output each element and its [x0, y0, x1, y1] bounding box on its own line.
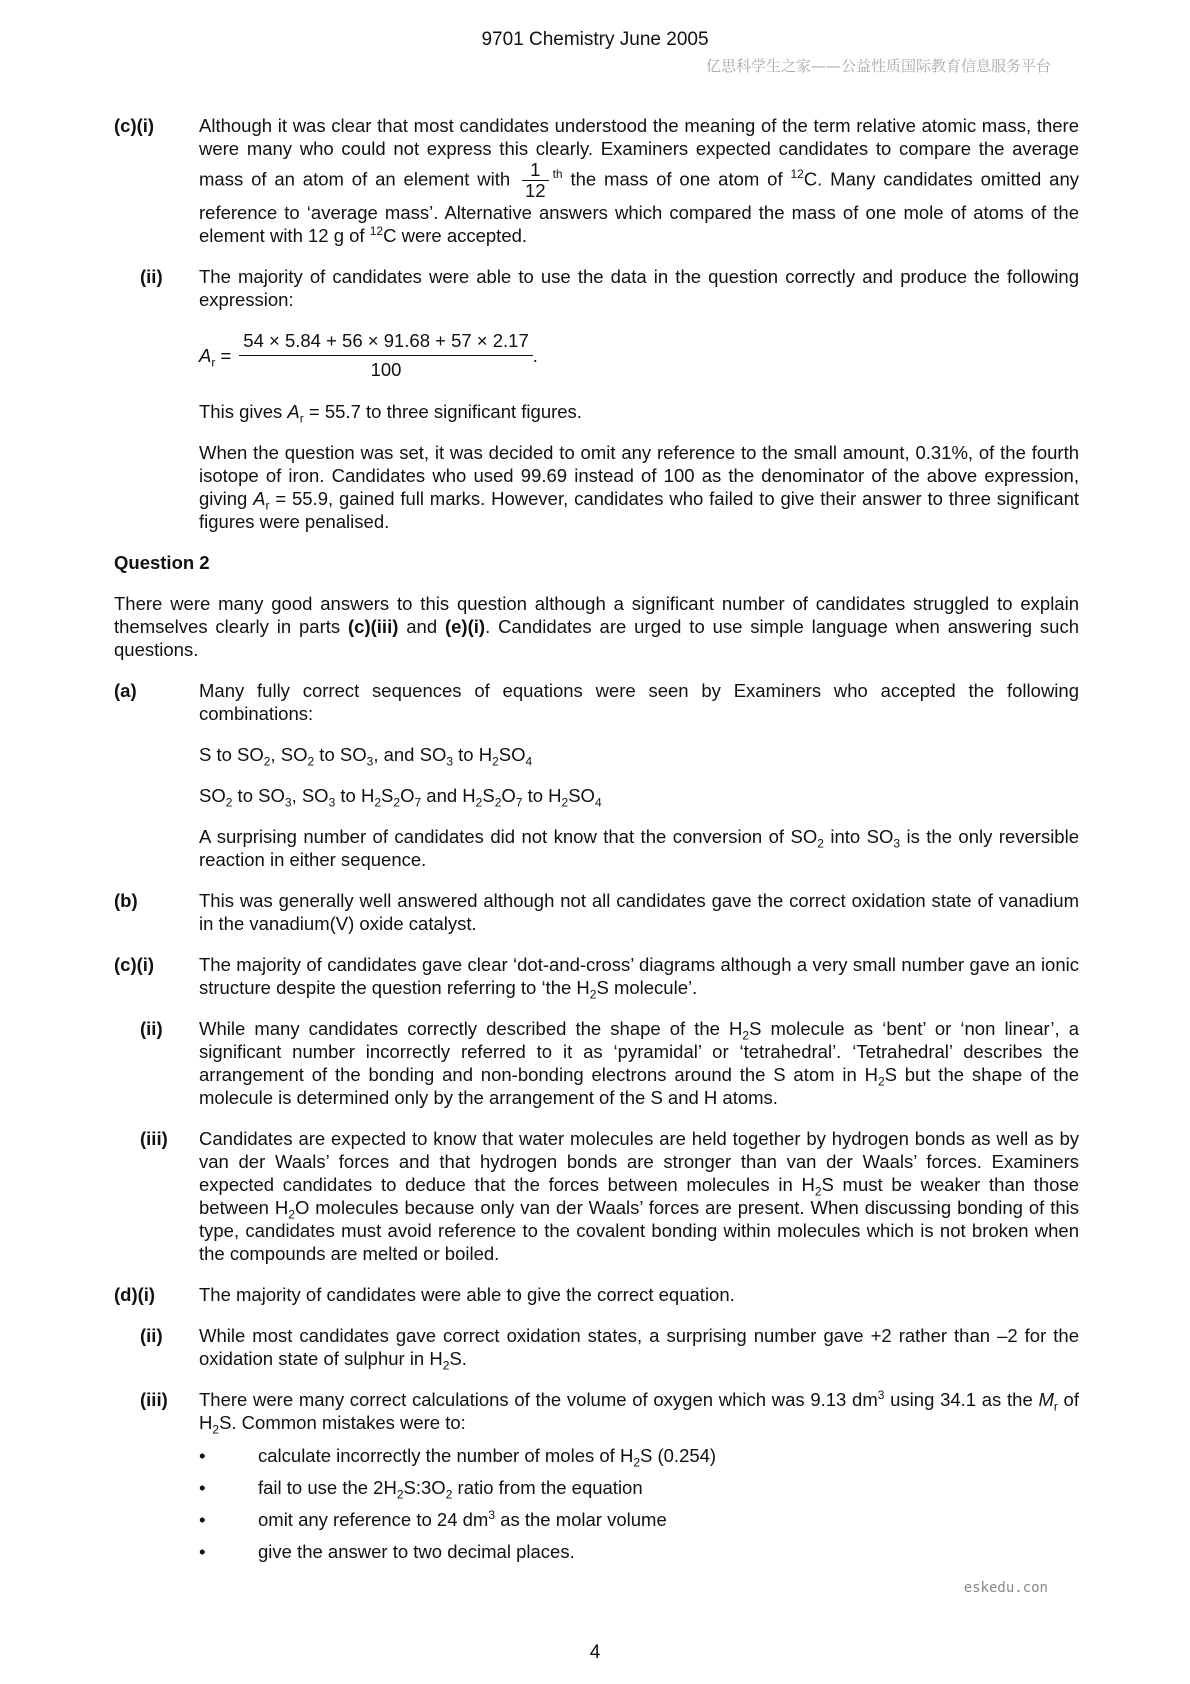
- watermark-text: 亿思科学生之家——公益性质国际教育信息服务平台: [705, 57, 1051, 75]
- page-header: 9701 Chemistry June 2005: [481, 29, 709, 50]
- sequence-2: $SO_2$ to $SO_3$, $SO_3$ to $H_2S_2O_7$ and $H_2S_2O_7$ to $H_2SO_4$: [199, 785, 602, 810]
- section-q2-a: (a) Many fully correct sequences of equations were seen by Examiners who accepted the following combinations: S to $SO_2$, $SO_2$ to $SO_3$, and $SO_3$ to $H_2SO_4$ $SO_2$ to $SO_3$, $SO_3$ to $H_2S_2O_7$ and $H_2S_2O_7$ to $H_2SO_4$ A surprising number of candidates did not know that the conversion of $SO_2$ into $SO_3$ is the only reversible reaction in either sequence.: [114, 680, 1079, 870]
- page-number: 4: [589, 1642, 601, 1663]
- text-c-ii: The majority of candidates were able to use the data in the question correctly and produce the following expression:: [199, 266, 1079, 310]
- text-reversible: A surprising number of candidates did not know that the conversion of $SO_2$ into $SO_3$ is the only reversible reaction in either sequence.: [199, 826, 1079, 870]
- text-ar-result: This gives $A_r = 55.7$ to three significant figures.: [199, 401, 582, 426]
- section-q2-d-iii: (iii) There were many correct calculations of the volume of oxygen which was 9.13 $dm^3$ using 34.1 as the $M_r$ of $H_2S$. Common mistakes were to:: [140, 1387, 1079, 1437]
- section-q2-b: (b) This was generally well answered although not all candidates gave the correct oxidation state of vanadium in the vanadium(V) oxide catalyst.: [114, 890, 1079, 934]
- footer-site-text: eskedu.con: [963, 1580, 1048, 1596]
- section-q2-d-ii: (ii) While most candidates gave correct oxidation states, a surprising number gave +2 rather than –2 for the oxidation state of sulphur in $H_2S$.: [140, 1325, 1079, 1373]
- section-c-ii: [114, 265, 1079, 533]
- fraction-one-twelfth: $\frac{1}{12}$: [522, 160, 549, 201]
- document-body: [114, 114, 1079, 1581]
- list-item: • omit any reference to 24 $dm^3$ as the molar volume: [199, 1507, 667, 1530]
- list-item: • calculate incorrectly the number of moles of $H_2S$ (0.254): [199, 1445, 717, 1470]
- mistakes-list: [199, 1444, 1079, 1563]
- section-q2-c-i: (c)(i) The majority of candidates gave clear ‘dot-and-cross’ diagrams although a very small number gave an ionic structure despite the question referring to ‘the $H_2S$ molecule’.: [114, 954, 1079, 1002]
- section-q2-d-i: (d)(i) The majority of candidates were able to give the correct equation.: [114, 1284, 735, 1305]
- list-item: • give the answer to two decimal places.: [199, 1541, 575, 1562]
- label-c-ii: (ii): [140, 266, 163, 287]
- sequence-1: S to $SO_2$, $SO_2$ to $SO_3$, and $SO_3$ to $H_2SO_4$: [199, 744, 533, 769]
- text-c-i: Although it was clear that most candidates understood the meaning of the term relative atomic mass, there were many who could not express this clearly. Examiners expected candidates to compare the average mass of an atom of an element with $\frac{1}{12}$ $^{th}$ the mass of one atom of $^{12}$C. Many candidates omitted any reference to ‘average mass’. Alternative answers which compared the mass of one mole of atoms of the element with 12 g of $^{12}$C were accepted.: [199, 115, 1079, 246]
- equation-ar: $A_r$ = $\frac{54 \times 5.84 + 56 \times 91.68 + 57 \times 2.17}{100}$ .: [199, 330, 538, 380]
- section-q2-c-iii: (iii) Candidates are expected to know that water molecules are held together by hydrogen bonds as well as by van der Waals’ forces and that hydrogen bonds are stronger than van der Waals’ forces. Examiners expected candidates to deduce that the forces between molecules in $H_2S$ must be weaker than those between $H_2O$ molecules because only van der Waals’ forces are present. When discussing bonding of this type, candidates must avoid reference to the covalent bonding within molecules which is not broken when the compounds are melted or boiled.: [140, 1128, 1079, 1264]
- question-2-heading: Question 2: [114, 552, 210, 573]
- list-item: • fail to use the $2H_2S:3O_2$ ratio from the equation: [199, 1477, 643, 1502]
- text-fourth-isotope: When the question was set, it was decided to omit any reference to the small amount, 0.31%, of the fourth isotope of iron. Candidates who used 99.69 instead of 100 as the denominator of the above expression, giving $A_r = 55.9$, gained full marks. However, candidates who failed to give their answer to three significant figures were penalised.: [199, 442, 1079, 532]
- label-c-i: (c)(i): [114, 115, 155, 136]
- section-q2-c-ii: (ii) While many candidates correctly described the shape of the $H_2S$ molecule as ‘bent’ or ‘non linear’, a significant number incorrectly referred to it as ‘pyramidal’ or ‘tetrahedral’. ‘Tetrahedral’ describes the arrangement of the bonding and non-bonding electrons around the S atom in $H_2S$ but the shape of the molecule is determined only by the arrangement of the S and H atoms.: [140, 1018, 1079, 1108]
- question-2-intro: There were many good answers to this question although a significant number of candidates struggled to explain themselves clearly in parts (c)(iii) and (e)(i). Candidates are urged to use simple language when answering such questions.: [114, 593, 1079, 660]
- section-c-i: [114, 114, 1079, 247]
